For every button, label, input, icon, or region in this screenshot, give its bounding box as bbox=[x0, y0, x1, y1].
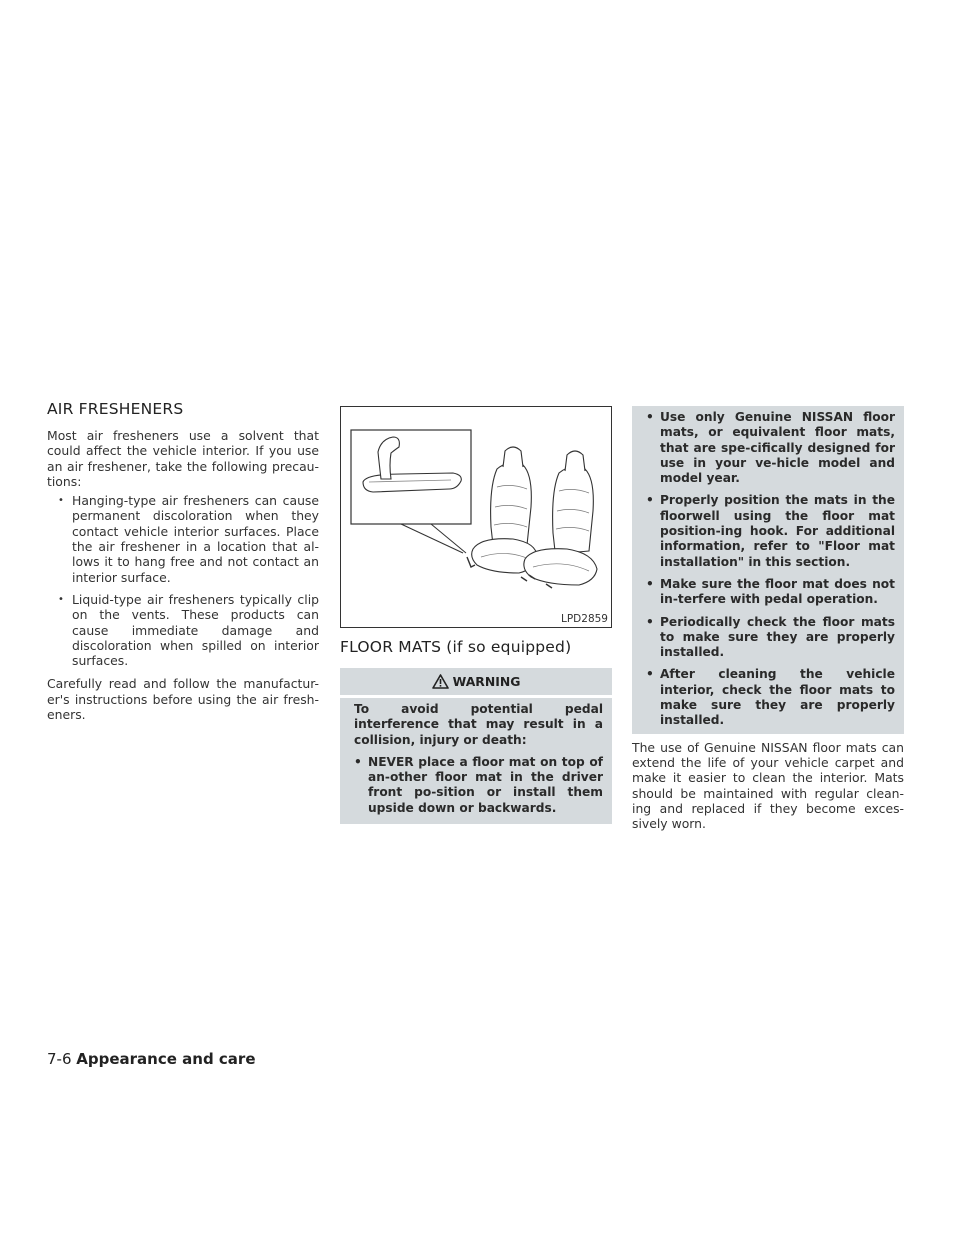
warning-box-continued bbox=[632, 406, 904, 734]
warning-bullet-list-continued bbox=[646, 410, 895, 729]
warning-bullet-item: • Periodically check the floor mats to make sure they are properly installed. bbox=[646, 615, 895, 661]
page-footer bbox=[47, 1050, 256, 1068]
floor-mats-paragraph: The use of Genuine NISSAN floor mats can extend the life of your vehicle carpet and make it easier to clean the interior. Mats should be maintained with regular clean-ing and replaced if they become exces-sively worn. bbox=[632, 739, 904, 832]
warning-box bbox=[340, 698, 612, 824]
warning-intro: To avoid potential pedal interference that may result in a collision, injury or death: bbox=[354, 702, 603, 747]
warning-bullet-list bbox=[354, 755, 603, 816]
warning-label: WARNING bbox=[452, 674, 521, 689]
warning-bullet-item: • Make sure the floor mat does not in-terfere with pedal operation. bbox=[646, 577, 895, 608]
floor-mat-figure bbox=[340, 406, 612, 628]
warning-bullet-item: • Properly position the mats in the floorwell using the floor mat position-ing hook. For additional information, refer to "Floor mat installation" in this section. bbox=[646, 493, 895, 569]
floor-mats-column bbox=[340, 406, 612, 824]
car-seats-floor-mat-hook-illustration bbox=[341, 407, 611, 627]
warning-bullet-item: • Use only Genuine NISSAN floor mats, or equivalent floor mats, that are spe-cifically designed for use in your ve-hicle model and model year. bbox=[646, 410, 895, 486]
figure-code: LPD2859 bbox=[561, 613, 608, 625]
section-heading-floor-mats: FLOOR MATS (if so equipped) bbox=[340, 638, 572, 656]
bullet-item: • Hanging-type air fresheners can cause permanent discoloration when they contact vehicle interior surfaces. Place the air freshener in a location that al-lows it to hang free and not contact an interior surface. bbox=[57, 493, 319, 585]
warning-bullet-item: • NEVER place a floor mat on top of an-other floor mat in the driver front po-sition or install them upside down or backwards. bbox=[354, 755, 603, 816]
warning-bullet-item: • After cleaning the vehicle interior, check the floor mats to make sure they are properly installed. bbox=[646, 667, 895, 728]
bullet-item: • Liquid-type air fresheners typically clip on the vents. These products can cause immediate damage and discoloration when spilled on interior surfaces. bbox=[57, 592, 319, 668]
air-fresheners-column bbox=[47, 400, 319, 722]
floor-mats-continued-column bbox=[632, 406, 904, 831]
section-heading-air-fresheners: AIR FRESHENERS bbox=[47, 400, 184, 418]
air-fresheners-closing: Carefully read and follow the manufactur-er's instructions before using the air fresh-eners. bbox=[47, 676, 319, 723]
air-fresheners-bullet-list bbox=[47, 493, 319, 668]
warning-header bbox=[340, 668, 612, 695]
air-fresheners-intro: Most air fresheners use a solvent that could affect the vehicle interior. If you use an air freshener, take the following precau-tions: bbox=[47, 428, 319, 489]
section-title: Appearance and care bbox=[76, 1050, 256, 1068]
page-number: 7-6 bbox=[47, 1050, 72, 1068]
warning-triangle-icon bbox=[432, 674, 449, 689]
